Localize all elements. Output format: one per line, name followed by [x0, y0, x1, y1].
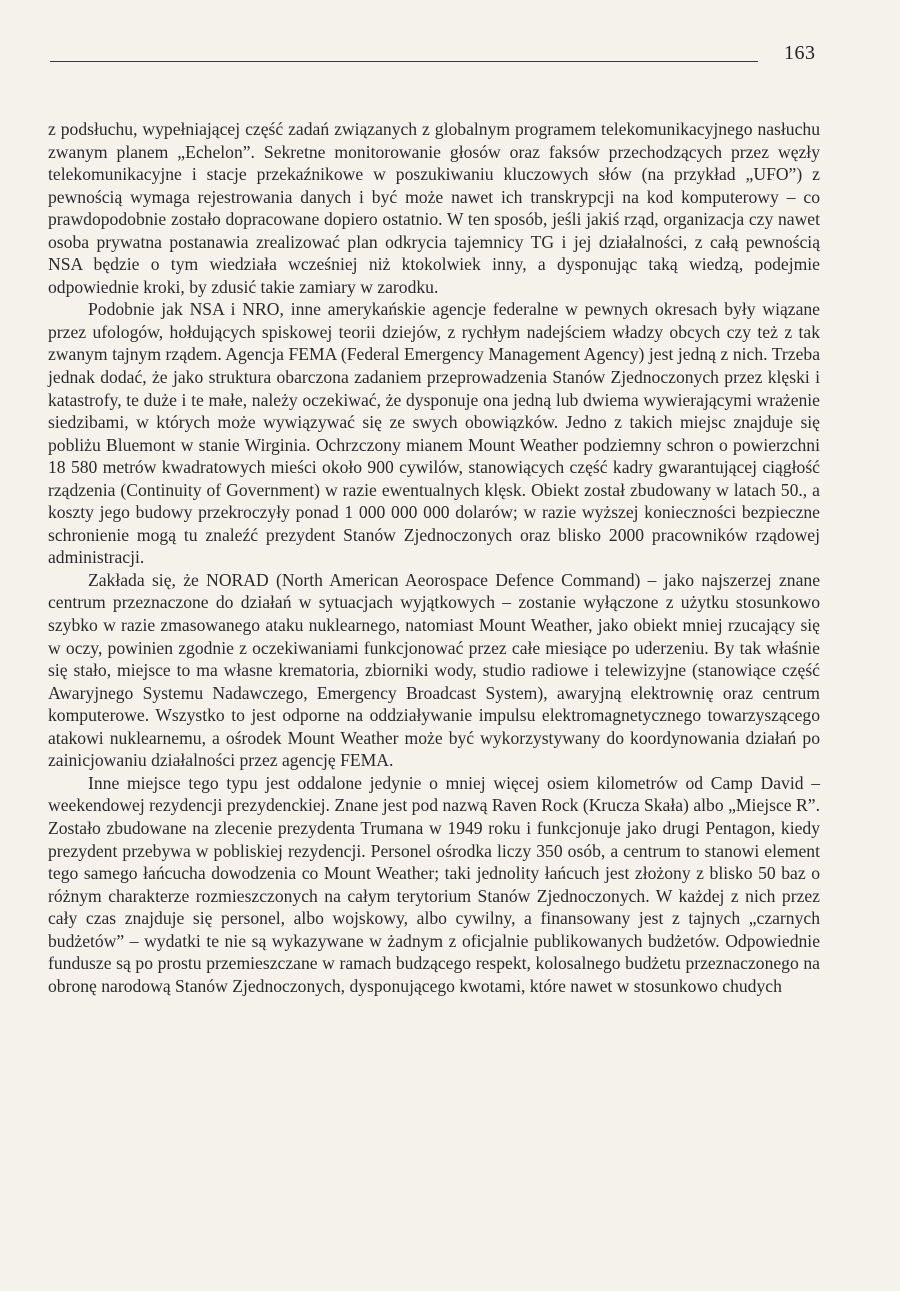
paragraph-fema-mount-weather: Podobnie jak NSA i NRO, inne amerykańskie agencje federalne w pewnych okresach były wiązane przez ufologów, hołdujących spiskowej teorii dziejów, z rychłym nadejściem władzy obcych czy też z tak zwanym tajnym rządem. Agencja FEMA (Federal Emergency Management Agency) jest jedną z nich. Trzeba jednak dodać, że jako struktura obarczona zadaniem przeprowadzenia Stanów Zjednoczonych przez klęski i katastrofy, te duże i te małe, należy oczekiwać, że dysponuje ona jedną lub dwiema wywierającymi wrażenie siedzibami, w których może wywiązywać się ze swych obowiązków. Jedno z takich miejsc znajduje się pobliżu Bluemont w stanie Wirginia. Ochrzczony mianem Mount Weather podziemny schron o powierzchni 18 580 metrów kwadratowych mieści około 900 cywilów, stanowiących część kadry gwarantującej ciągłość rządzenia (Continuity of Government) w razie ewentualnych klęsk. Obiekt został zbudowany w latach 50., a koszty jego budowy przekroczyły ponad 1 000 000 000 dolarów; w razie wyższej konieczności bezpieczne schronienie mogą tu znaleźć prezydent Stanów Zjednoczonych oraz blisko 2000 pracowników rządowej administracji. — [48, 299, 820, 568]
paragraph-norad: Zakłada się, że NORAD (North American Aeorospace Defence Command) – jako najszerzej znane centrum przeznaczone do działań w sytuacjach wyjątkowych – zostanie wyłączone z użytku stosunkowo szybko w razie zmasowanego ataku nuklearnego, natomiast Mount Weather, jako obiekt mniej rzucający się w oczy, powinien zgodnie z oczekiwaniami funkcjonować przez całe miesiące po uderzeniu. By tak właśnie się stało, miejsce to ma własne krematoria, zbiorniki wody, studio radiowe i telewizyjne (stanowiące część Awaryjnego Systemu Nadawczego, Emergency Broadcast System), awaryjną elektrownię oraz centrum komputerowe. Wszystko to jest odporne na oddziaływanie impulsu elektromagnetycznego towarzyszącego atakowi nuklearnemu, a ośrodek Mount Weather może być wykorzystywany do koordynowania działań po zainicjowaniu działalności przez agencję FEMA. — [48, 569, 820, 771]
paragraph-echelon: z podsłuchu, wypełniającej część zadań związanych z globalnym programem telekomunikacyjnego nasłuchu zwanym planem „Echelon”. Sekretne monitorowanie głosów oraz faksów przechodzących przez węzły telekomunikacyjne i stacje przekaźnikowe w poszukiwaniu kluczowych słów (na przykład „UFO”) z pewnością wymaga rejestrowania danych i być może nawet ich transkrypcji na kod komputerowy – co prawdopodobnie zostało dopracowane dopiero ostatnio. W ten sposób, jeśli jakiś rząd, organizacja czy nawet osoba prywatna postanawia zrealizować plan odkrycia tajemnicy TG i jej działalności, z całą pewnością NSA będzie o tym wiedziała wcześniej niż ktokolwiek inny, a dysponując taką wiedzą, podejmie odpowiednie kroki, by zdusić takie zamiary w zarodku. — [48, 119, 820, 297]
paragraph-raven-rock: Inne miejsce tego typu jest oddalone jedynie o mniej więcej osiem kilometrów od Camp David – weekendowej rezydencji prezydenckiej. Znane jest pod nazwą Raven Rock (Krucza Skała) albo „Miejsce R”. Zostało zbudowane na zlecenie prezydenta Trumana w 1949 roku i funkcjonuje jako drugi Pentagon, kiedy prezydent przebywa w pobliskiej rezydencji. Personel ośrodka liczy 350 osób, a centrum to stanowi element tego samego łańcucha dowodzenia co Mount Weather; taki jednolity łańcuch jest złożony z blisko 50 baz o różnym charakterze rozmieszczonych na całym terytorium Stanów Zjednoczonych. W każdej z nich przez cały czas znajduje się personel, albo wojskowy, albo cywilny, a finansowany jest z tajnych „czarnych budżetów” – wydatki te nie są wykazywane w żadnym z oficjalnie publikowanych budżetów. Odpowiednie fundusze są po prostu przemieszczane w ramach budzącego respekt, kolosalnego budżetu przeznaczonego na obronę narodową Stanów Zjednoczonych, dysponującego kwotami, które nawet w stosunkowo chudych — [48, 772, 820, 996]
body-text — [48, 118, 820, 997]
page-number: 163 — [784, 42, 816, 64]
header-rule — [50, 61, 758, 62]
